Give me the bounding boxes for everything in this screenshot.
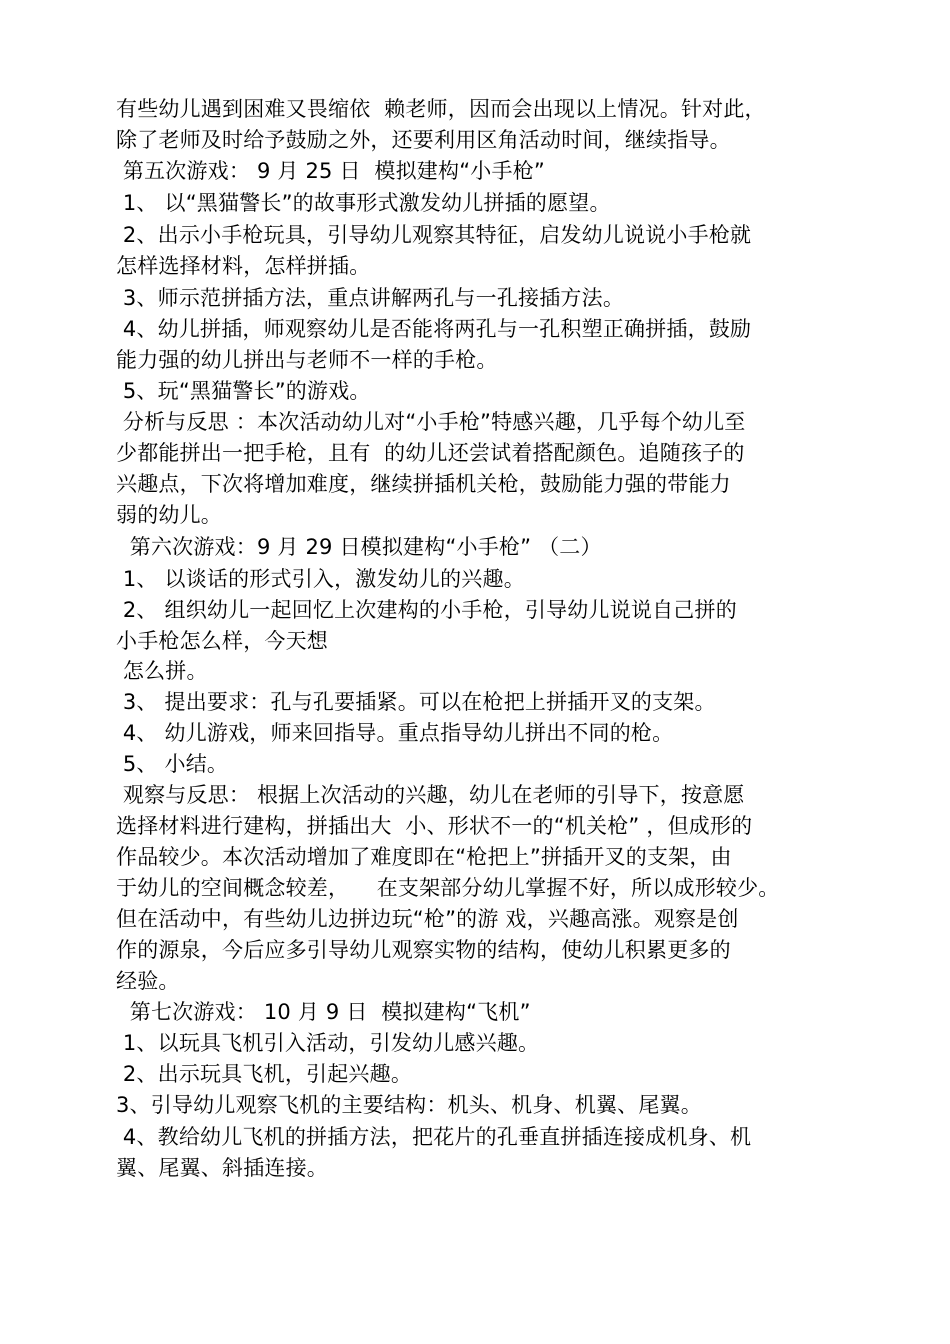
text-line: 观察与反思： 根据上次活动的兴趣，幼儿在老师的引导下，按意愿	[116, 783, 745, 807]
text-line: 能力强的幼儿拼出与老师不一样的手枪。	[116, 348, 498, 372]
text-line: 3、引导幼儿观察飞机的主要结构：机头、机身、机翼、尾翼。	[116, 1093, 702, 1117]
text-line: 4、幼儿拼插，师观察幼儿是否能将两孔与一孔积塑正确拼插，鼓励	[116, 317, 752, 341]
section-heading-game-6: 第六次游戏：9 月 29 日模拟建构“小手枪” （二）	[116, 535, 602, 559]
text-line: 怎么拼。	[116, 659, 208, 683]
text-line: 除了老师及时给予鼓励之外，还要利用区角活动时间，继续指导。	[116, 128, 731, 152]
text-line: 2、出示玩具飞机，引起兴趣。	[116, 1062, 413, 1086]
text-line: 2、出示小手枪玩具，引导幼儿观察其特征，启发幼儿说说小手枪就	[116, 223, 752, 247]
text-line: 4、 幼儿游戏，师来回指导。重点指导幼儿拼出不同的枪。	[116, 721, 674, 745]
text-line: 5、玩“黑猫警长”的游戏。	[116, 379, 371, 403]
text-line: 1、 以谈话的形式引入，激发幼儿的兴趣。	[116, 567, 525, 591]
text-line: 兴趣点，下次将增加难度，继续拼插机关枪，鼓励能力强的带能力	[116, 472, 731, 496]
text-line: 5、 小结。	[116, 752, 229, 776]
text-line: 有些幼儿遇到困难又畏缩依 赖老师，因而会出现以上情况。针对此，	[116, 97, 766, 121]
section-heading-game-5: 第五次游戏： 9 月 25 日 模拟建构“小手枪”	[116, 159, 545, 183]
text-line: 2、 组织幼儿一起回忆上次建构的小手枪，引导幼儿说说自己拼的	[116, 598, 737, 622]
text-line: 1、以玩具飞机引入活动，引发幼儿感兴趣。	[116, 1031, 540, 1055]
text-line: 3、师示范拼插方法，重点讲解两孔与一孔接插方法。	[116, 286, 625, 310]
text-line: 经验。	[116, 969, 180, 993]
text-line: 分析与反思 ：本次活动幼儿对“小手枪”特感兴趣，几乎每个幼儿至	[116, 410, 746, 434]
text-line: 但在活动中，有些幼儿边拼边玩“枪”的游 戏，兴趣高涨。观察是创	[116, 907, 739, 931]
text-line: 怎样选择材料，怎样拼插。	[116, 254, 371, 278]
text-line: 3、 提出要求：孔与孔要插紧。可以在枪把上拼插开叉的支架。	[116, 690, 716, 714]
text-line: 作的源泉，今后应多引导幼儿观察实物的结构，使幼儿积累更多的	[116, 938, 731, 962]
text-line: 作品较少。本次活动增加了难度即在“枪把上”拼插开叉的支架，由	[116, 845, 732, 869]
section-heading-game-7: 第七次游戏： 10 月 9 日 模拟建构“飞机”	[116, 1000, 531, 1024]
text-line: 于幼儿的空间概念较差， 在支架部分幼儿掌握不好，所以成形较少。	[116, 876, 780, 900]
text-line: 1、 以“黑猫警长”的故事形式激发幼儿拼插的愿望。	[116, 191, 611, 215]
text-line: 弱的幼儿。	[116, 503, 222, 527]
text-line: 选择材料进行建构，拼插出大 小、形状不一的“机关枪” ，但成形的	[116, 814, 753, 838]
text-line: 小手枪怎么样，今天想	[116, 629, 328, 653]
text-line: 少都能拼出一把手枪，且有 的幼儿还尝试着搭配颜色。追随孩子的	[116, 441, 745, 465]
text-line: 翼、尾翼、斜插连接。	[116, 1156, 328, 1180]
text-line: 4、教给幼儿飞机的拼插方法，把花片的孔垂直拼插连接成机身、机	[116, 1125, 752, 1149]
